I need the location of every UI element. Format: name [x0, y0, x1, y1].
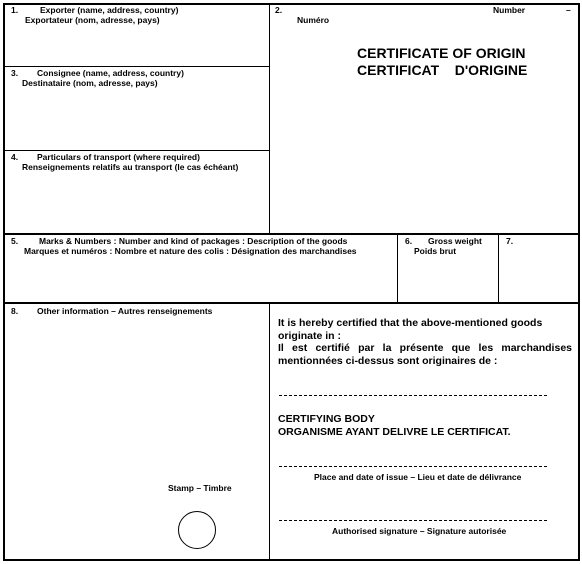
box3-label-en: Consignee (name, address, country) [37, 68, 184, 78]
stamp-circle [178, 511, 216, 549]
box3-number: 3. [11, 68, 19, 78]
consignee-field[interactable] [5, 90, 267, 148]
divider-top-vertical [269, 3, 270, 233]
divider-box5-box6 [397, 233, 398, 302]
box2-number-dash: – [566, 5, 571, 15]
divider-box1-box3 [3, 66, 269, 67]
box4-label-fr: Renseignements relatifs au transport (le cas échéant) [22, 162, 239, 172]
box7-number: 7. [506, 236, 514, 246]
box2-numero-label: Numéro [297, 15, 330, 25]
box7-field[interactable] [500, 248, 578, 300]
box8-label: Other information – Autres renseignements [37, 306, 213, 316]
box5-label-fr: Marques et numéros : Nombre et nature des colis : Désignation des marchandises [24, 246, 357, 256]
box6-label-en: Gross weight [428, 236, 482, 246]
other-information-field[interactable] [5, 318, 267, 478]
box3-label-fr: Destinataire (nom, adresse, pays) [22, 78, 158, 88]
box4-number: 4. [11, 152, 19, 162]
box1-label-en: Exporter (name, address, country) [40, 5, 179, 15]
box1-label-fr: Exportateur (nom, adresse, pays) [25, 15, 160, 25]
certifying-body-fr: ORGANISME AYANT DELIVRE LE CERTIFICAT. [278, 426, 511, 438]
place-date-field[interactable] [279, 448, 547, 465]
signature-field[interactable] [279, 500, 547, 519]
box8-number: 8. [11, 306, 19, 316]
signature-line [279, 520, 547, 521]
place-date-line [279, 466, 547, 467]
divider-bottom-vertical [269, 302, 270, 561]
box1-number: 1. [11, 5, 19, 15]
place-date-label: Place and date of issue – Lieu et date de délivrance [314, 472, 522, 482]
exporter-field[interactable] [5, 27, 267, 64]
certification-text-fr: Il est certifié par la présente que les marchandises mentionnées ci-dessus sont originaires de : [278, 342, 572, 367]
certificate-number-field[interactable] [340, 13, 576, 27]
certifying-body-en: CERTIFYING BODY [278, 413, 375, 425]
goods-description-field[interactable] [5, 258, 395, 300]
origin-country-line [279, 395, 547, 396]
origin-country-field[interactable] [279, 379, 547, 395]
box5-number: 5. [11, 236, 19, 246]
divider-top-section [3, 233, 580, 235]
box2-number-label: Number [493, 5, 526, 15]
certification-text-en: It is hereby certified that the above-mentioned goods originate in : [278, 317, 543, 342]
divider-goods-section [3, 302, 580, 304]
divider-box6-box7 [498, 233, 499, 302]
certificate-title-fr: CERTIFICAT D'ORIGINE [357, 62, 528, 78]
signature-label: Authorised signature – Signature autorisée [332, 526, 507, 536]
box6-number: 6. [405, 236, 413, 246]
transport-field[interactable] [5, 174, 267, 231]
box5-label-en: Marks & Numbers : Number and kind of packages : Description of the goods [39, 236, 348, 246]
certificate-title-en: CERTIFICATE OF ORIGIN [357, 45, 526, 61]
stamp-label: Stamp – Timbre [168, 483, 232, 493]
box4-label-en: Particulars of transport (where required) [37, 152, 200, 162]
divider-box3-box4 [3, 150, 269, 151]
box2-number: 2. [275, 5, 283, 15]
gross-weight-field[interactable] [399, 258, 496, 300]
box6-label-fr: Poids brut [414, 246, 457, 256]
